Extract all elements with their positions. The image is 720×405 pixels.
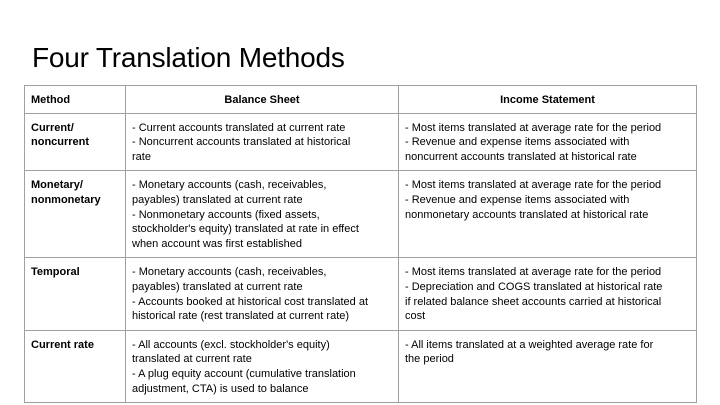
cell-line: - Most items translated at average rate for the period bbox=[405, 121, 662, 134]
cell-line: Current rate bbox=[31, 338, 94, 351]
translation-methods-table bbox=[24, 85, 697, 403]
header-method: Method bbox=[25, 86, 126, 114]
header-balance-sheet: Balance Sheet bbox=[126, 86, 399, 114]
cell-line: nonmonetary bbox=[31, 193, 101, 206]
table-row bbox=[25, 258, 697, 330]
cell-line: - Monetary accounts (cash, receivables, bbox=[132, 266, 327, 279]
income-statement-cell bbox=[399, 330, 697, 402]
cell-line: - Current accounts translated at current rate bbox=[132, 121, 346, 134]
cell-line: nonmonetary accounts translated at historical rate bbox=[405, 208, 649, 221]
cell-line: translated at current rate bbox=[132, 353, 252, 366]
table-row bbox=[25, 330, 697, 402]
cell-line: noncurrent accounts translated at historical rate bbox=[405, 150, 637, 163]
cell-line: - Noncurrent accounts translated at historical bbox=[132, 136, 351, 149]
cell-line: - Monetary accounts (cash, receivables, bbox=[132, 179, 327, 192]
income-statement-cell bbox=[399, 171, 697, 258]
balance-sheet-cell bbox=[126, 330, 399, 402]
cell-line: - Depreciation and COGS translated at historical rate bbox=[405, 280, 663, 293]
balance-sheet-cell bbox=[126, 258, 399, 330]
cell-line: Current/ bbox=[31, 121, 74, 134]
cell-line: - A plug equity account (cumulative translation bbox=[132, 367, 356, 380]
table-row bbox=[25, 171, 697, 258]
method-cell bbox=[25, 330, 126, 402]
cell-line: stockholder's equity) translated at rate in effect bbox=[132, 223, 359, 236]
cell-line: Temporal bbox=[31, 266, 80, 279]
cell-line: when account was first established bbox=[132, 237, 302, 250]
cell-line: historical rate (rest translated at current rate) bbox=[132, 310, 350, 323]
balance-sheet-cell bbox=[126, 113, 399, 171]
method-cell bbox=[25, 113, 126, 171]
table-row bbox=[25, 113, 697, 171]
cell-line: the period bbox=[405, 353, 454, 366]
cell-line: rate bbox=[132, 150, 151, 163]
cell-line: payables) translated at current rate bbox=[132, 193, 303, 206]
table-header-row bbox=[25, 86, 697, 114]
cell-line: - All items translated at a weighted average rate for bbox=[405, 338, 654, 351]
cell-line: - Revenue and expense items associated with bbox=[405, 193, 630, 206]
cell-line: - Revenue and expense items associated with bbox=[405, 136, 630, 149]
method-cell bbox=[25, 258, 126, 330]
income-statement-cell bbox=[399, 258, 697, 330]
cell-line: cost bbox=[405, 310, 426, 323]
method-cell bbox=[25, 171, 126, 258]
cell-line: payables) translated at current rate bbox=[132, 280, 303, 293]
cell-line: Monetary/ bbox=[31, 179, 83, 192]
balance-sheet-cell bbox=[126, 171, 399, 258]
cell-line: noncurrent bbox=[31, 136, 90, 149]
cell-line: - Most items translated at average rate for the period bbox=[405, 179, 662, 192]
header-income-statement: Income Statement bbox=[399, 86, 697, 114]
cell-line: adjustment, CTA) is used to balance bbox=[132, 382, 309, 395]
cell-line: - Nonmonetary accounts (fixed assets, bbox=[132, 208, 320, 221]
income-statement-cell bbox=[399, 113, 697, 171]
cell-line: - Accounts booked at historical cost translated at bbox=[132, 295, 369, 308]
cell-line: if related balance sheet accounts carried at historical bbox=[405, 295, 662, 308]
cell-line: - Most items translated at average rate for the period bbox=[405, 266, 662, 279]
slide-title: Four Translation Methods bbox=[32, 42, 345, 73]
cell-line: - All accounts (excl. stockholder's equity) bbox=[132, 338, 330, 351]
table-body bbox=[25, 113, 697, 403]
